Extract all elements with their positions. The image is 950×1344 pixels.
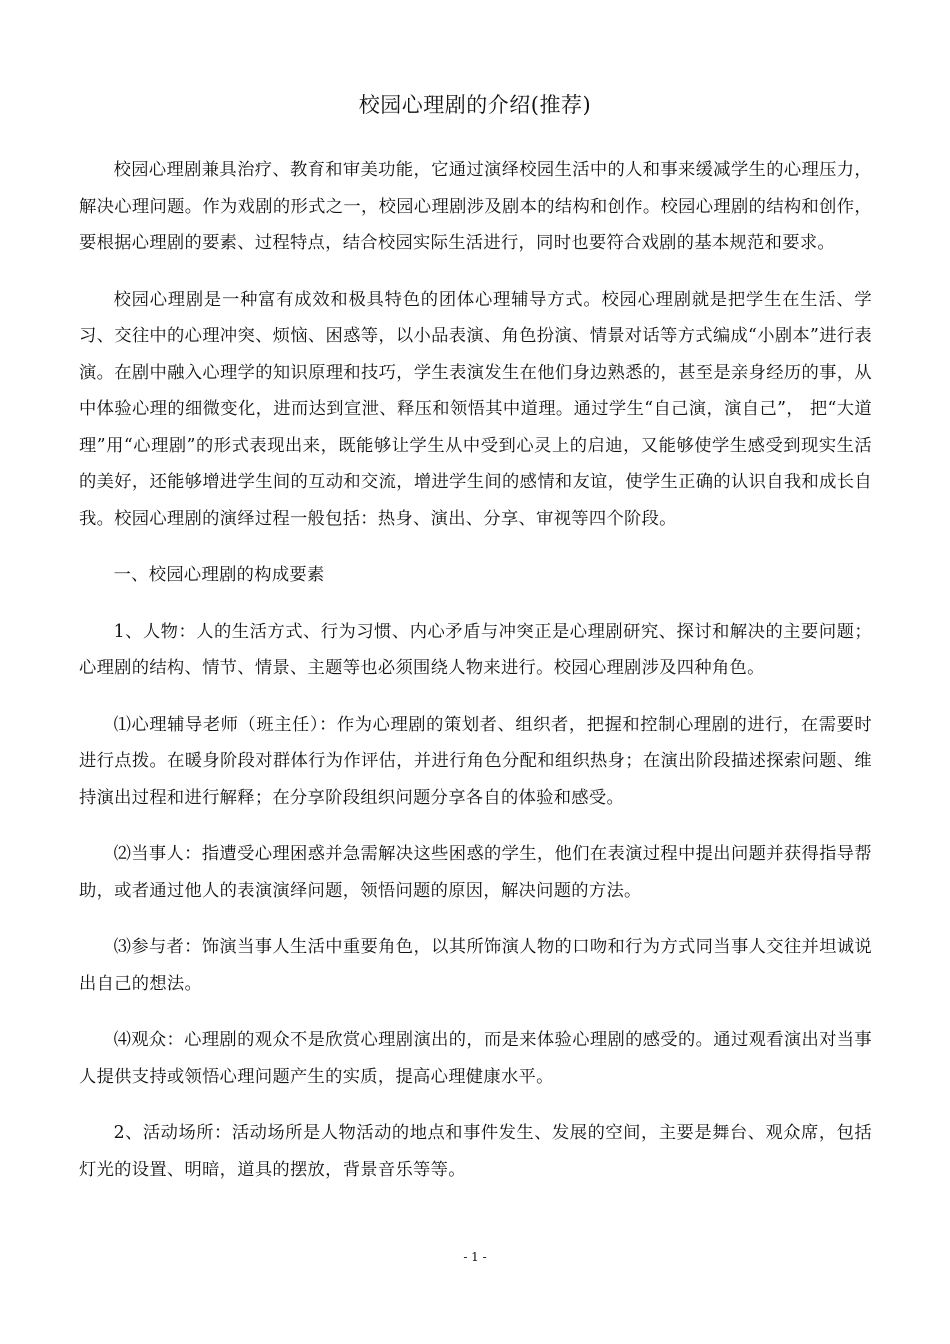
paragraph-role-teacher: ⑴心理辅导老师（班主任）：作为心理剧的策划者、组织者，把握和控制心理剧的进行，在需要时进行点拨。在暖身阶段对群体行为作评估，并进行角色分配和组织热身；在演出阶段描述探索问题、维持演出过程和进行解释；在分享阶段组织问题分享各自的体验和感受。 bbox=[79, 714, 872, 808]
paragraph-characters: 1、人物：人的生活方式、行为习惯、内心矛盾与冲突正是心理剧研究、探讨和解决的主要问题；心理剧的结构、情节、情景、主题等也必须围绕人物来进行。校园心理剧涉及四种角色。 bbox=[79, 621, 872, 678]
section-heading: 一、校园心理剧的构成要素 bbox=[113, 565, 325, 585]
paragraph-role-audience: ⑷观众：心理剧的观众不是欣赏心理剧演出的，而是来体验心理剧的感受的。通过观看演出对当事人提供支持或领悟心理问题产生的实质，提高心理健康水平。 bbox=[79, 1030, 872, 1087]
paragraph-role-participant: ⑶参与者：饰演当事人生活中重要角色，以其所饰演人物的口吻和行为方式同当事人交往并坦诚说出自己的想法。 bbox=[79, 937, 872, 994]
paragraph-venue: 2、活动场所：活动场所是人物活动的地点和事件发生、发展的空间，主要是舞台、观众席，包括灯光的设置、明暗，道具的摆放，背景音乐等等。 bbox=[79, 1123, 872, 1180]
document-body bbox=[79, 152, 872, 1208]
document-title: 校园心理剧的介绍(推荐) bbox=[358, 93, 592, 117]
paragraph-definition: 校园心理剧是一种富有成效和极具特色的团体心理辅导方式。校园心理剧就是把学生在生活、学习、交往中的心理冲突、烦恼、困惑等，以小品表演、角色扮演、情景对话等方式编成“小剧本”进行表演。在剧中融入心理学的知识原理和技巧，学生表演发生在他们身边熟悉的，甚至是亲身经历的事，从中体验心理的细微变化，进而达到宣泄、释压和领悟其中道理。通过学生“自己演，演自己”， 把“大道理”用“心理剧”的形式表现出来，既能够让学生从中受到心灵上的启迪，又能够使学生感受到现实生活的美好，还能够增进学生间的互动和交流，增进学生间的感情和友谊，使学生正确的认识自我和成长自我。校园心理剧的演绎过程一般包括：热身、演出、分享、审视等四个阶段。 bbox=[79, 289, 872, 529]
page-number: - 1 - bbox=[463, 1250, 487, 1264]
paragraph-role-protagonist: ⑵当事人：指遭受心理困惑并急需解决这些困惑的学生，他们在表演过程中提出问题并获得指导帮助，或者通过他人的表演演绎问题，领悟问题的原因，解决问题的方法。 bbox=[79, 844, 872, 901]
paragraph-intro: 校园心理剧兼具治疗、教育和审美功能，它通过演绎校园生活中的人和事来缓减学生的心理压力，解决心理问题。作为戏剧的形式之一，校园心理剧涉及剧本的结构和创作。校园心理剧的结构和创作，要根据心理剧的要素、过程特点，结合校园实际生活进行，同时也要符合戏剧的基本规范和要求。 bbox=[79, 160, 872, 253]
